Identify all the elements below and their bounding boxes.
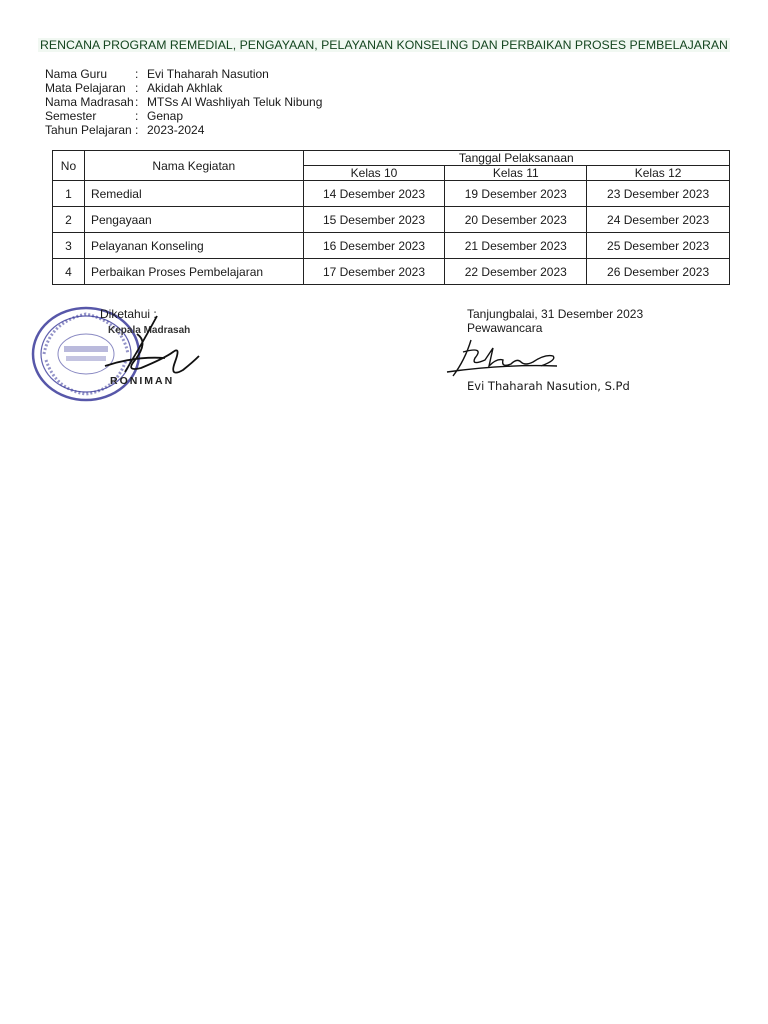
info-row-guru: Nama Guru : Evi Thaharah Nasution <box>45 67 269 81</box>
schedule-table <box>52 150 730 285</box>
header-kelas-10: Kelas 10 <box>303 166 445 181</box>
header-tanggal: Tanggal Pelaksanaan <box>303 151 729 166</box>
table-row: 4 Perbaikan Proses Pembelajaran 17 Desember 2023 22 Desember 2023 26 Desember 2023 <box>53 259 730 285</box>
sign-left-line1: Diketahui : <box>100 307 157 321</box>
document-title: RENCANA PROGRAM REMEDIAL, PENGAYAAN, PELAYANAN KONSELING DAN PERBAIKAN PROSES PEMBELAJARAN <box>40 38 728 52</box>
info-row-madrasah: Nama Madrasah : MTSs Al Washliyah Teluk Nibung <box>45 95 323 109</box>
teacher-name: Evi Thaharah Nasution, S.Pd <box>467 379 630 393</box>
sign-right-line1: Tanjungbalai, 31 Desember 2023 <box>467 307 644 321</box>
teacher-signature <box>445 336 565 382</box>
info-block <box>45 67 322 137</box>
table-row: 2 Pengayaan 15 Desember 2023 20 Desember 2023 24 Desember 2023 <box>53 207 730 233</box>
principal-name: RONIMAN <box>110 375 175 387</box>
table-row: 1 Remedial 14 Desember 2023 19 Desember 2023 23 Desember 2023 <box>53 181 730 207</box>
header-no: No <box>53 151 85 181</box>
header-kegiatan: Nama Kegiatan <box>84 151 303 181</box>
info-row-mapel: Mata Pelajaran : Akidah Akhlak <box>45 81 223 95</box>
info-row-tahun: Tahun Pelajaran : 2023-2024 <box>45 123 205 137</box>
header-kelas-12: Kelas 12 <box>587 166 730 181</box>
sign-right-line2: Pewawancara <box>467 321 543 335</box>
table-row: 3 Pelayanan Konseling 16 Desember 2023 21 Desember 2023 25 Desember 2023 <box>53 233 730 259</box>
info-row-semester: Semester : Genap <box>45 109 184 123</box>
sign-left-line2: Kepala Madrasah <box>108 325 191 336</box>
header-kelas-11: Kelas 11 <box>445 166 587 181</box>
